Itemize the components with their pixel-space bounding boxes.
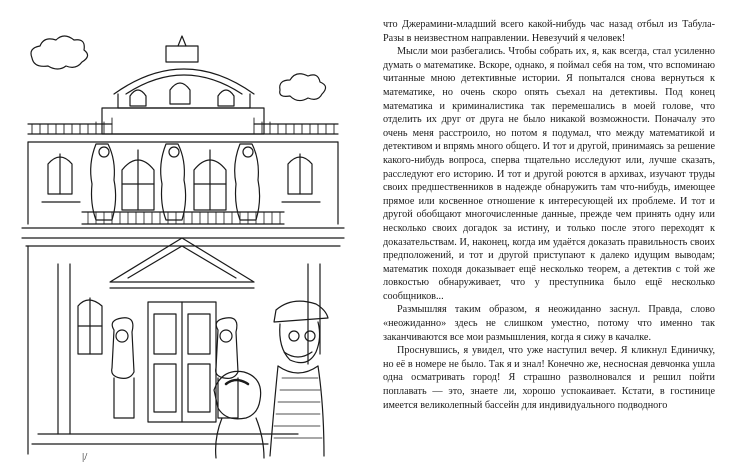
paragraph-2: Мысли мои разбегались. Чтобы собрать их, я, как всегда, стал усиленно думать о математике. Вскоре, однако, я поймал себя на том, что вспоминаю читанные мною детективные истории. Я попытался снова вернуться к математике, но очень скоро опять съехал на детективы. Под конец математика и криминалистика так перемешались в моей голове, что отделить их друг от друга не было никакой возможности. Поначалу это очень меня расстроило, но потом я подумал, что между математикой и детективом и впрямь много общего. И тот и другой, принимаясь за решение какого-нибудь вопроса, сперва тщательно исследуют или, лучше сказать, расследуют его историю. И тот и другой роются в архивах, изучают труды своих предшественников в надежде обнаружить там что-нибудь, имеющее прямое или косвенное отношение к интересующей их проблеме. И тот и другой обобщают многочисленные данные, прежде чем принять одну или несколько своих догадок за истину, и только после этого переходят к доказательствам. И, наконец, когда им удаётся доказать правильность своих предположений, и тот и другой приступают к далеко идущим выводам; математик походя доказывает ещё несколько теорем, а детектив с той же ловкостью обнаруживает, что у преступника было ещё несколько сообщников... (383, 46, 715, 302)
illustration (18, 34, 348, 462)
palace-facade-with-caryatids-icon (18, 34, 348, 462)
book-text-column (383, 18, 715, 463)
sidewalk-mark: |/ (82, 451, 88, 462)
paragraph-3: Размышляя таким образом, я неожиданно заснул. Правда, слово «неожиданно» здесь не слишком уместно, потому что именно так заканчиваются все мои размышления, когда я сижу в качалке. (383, 304, 715, 343)
paragraph-4: Проснувшись, я увидел, что уже наступил вечер. Я кликнул Единичку, но её в номере не было. Так я и знал! Конечно же, несносная девчонка ушла одна осматривать город! Я страшно разволновался и решил пойти поплавать — это, знаете ли, хорошо успокаивает. Кстати, в гостинице имеется великолепный бассейн для индивидуального подводного (383, 345, 715, 411)
paragraph-1: что Джерамини-младший всего какой-нибудь час назад отбыл из Табула-Разы в неизвестном направлении. Невезучий я человек! (383, 19, 715, 44)
